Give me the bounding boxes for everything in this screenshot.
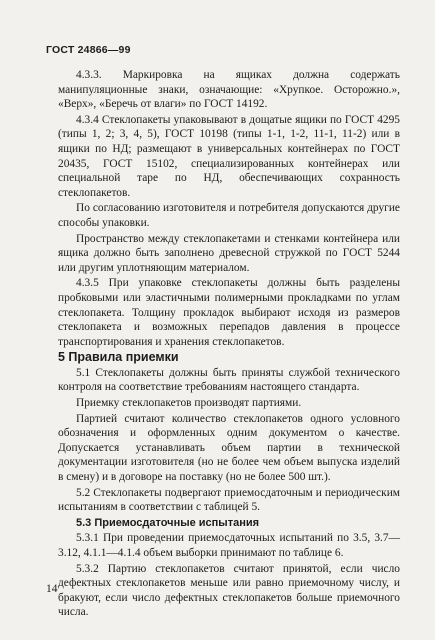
section-heading-5-3: 5.3 Приемосдаточные испытания — [76, 516, 260, 529]
section-heading-5: 5 Правила приемки — [58, 350, 179, 365]
paragraph-5-1-acceptance: Приемку стеклопакетов производят партиями. — [76, 397, 302, 410]
paragraph-4-3-4-agreement: По согласованию изготовителя и потребителя допускаются другие способы упаковки. — [58, 202, 400, 229]
paragraph-5-3-1: 5.3.1 При проведении приемосдаточных испытаний по 3.5, 3.7—3.12, 4.1.1—4.1.4 объем выборки принимают по таблице 6. — [58, 532, 400, 559]
paragraph-4-3-4: 4.3.4 Стеклопакеты упаковывают в дощатые ящики по ГОСТ 4295 (типы 1, 2; 3, 4, 5), ГОСТ 10198 (типы 1-1, 1-2, 11-1, 11-2) или в ящики по НД; размещают в универсальных контейнерах по ГОСТ 20435, ГОСТ 15102, специализированных контейнерах или специальной таре по НД, обеспечивающих сохранность стеклопакетов. — [58, 113, 400, 199]
paragraph-5-1-batch: Партией считают количество стеклопакетов одного условного обозначения и оформленных одним документом о качестве. Допускается устанавливать объем партии в технической документации изготовителя (но не более чем объем выпуска изделий в смену) и в договоре на поставку (но не более 500 шт.). — [58, 412, 400, 484]
paragraph-4-3-4-filling: Пространство между стеклопакетами и стенками контейнера или ящика должно быть заполнено древесной стружкой по ГОСТ 5244 или другим уплотняющим материалом. — [58, 232, 400, 274]
paragraph-4-3-3: 4.3.3. Маркировка на ящиках должна содержать манипуляционные знаки, означающие: «Хрупкое. Осторожно.», «Верх», «Беречь от влаги» по ГОСТ 14192. — [58, 69, 400, 111]
paragraph-4-3-5: 4.3.5 При упаковке стеклопакеты должны быть разделены пробковыми или эластичными полимерными прокладками по углам стеклопакета. Толщину прокладок выбирают исходя из размеров стеклопакета и возможных перепадов давления в процессе транспортирования и хранения стеклопакетов. — [58, 277, 400, 348]
paragraph-5-1: 5.1 Стеклопакеты должны быть приняты службой технического контроля на соответствие требованиям настоящего стандарта. — [58, 366, 400, 394]
page-number: 14 — [46, 583, 58, 595]
document-body — [58, 68, 400, 620]
standard-header: ГОСТ 24866—99 — [46, 44, 131, 56]
paragraph-5-3-2: 5.3.2 Партию стеклопакетов считают принятой, если число дефектных стеклопакетов меньше или равно приемочному числу, и бракуют, если число дефектных стеклопакетов больше приемочного числа. — [58, 562, 400, 619]
paragraph-5-2: 5.2 Стеклопакеты подвергают приемосдаточным и периодическим испытаниям в соответствии с таблицей 5. — [58, 486, 400, 514]
